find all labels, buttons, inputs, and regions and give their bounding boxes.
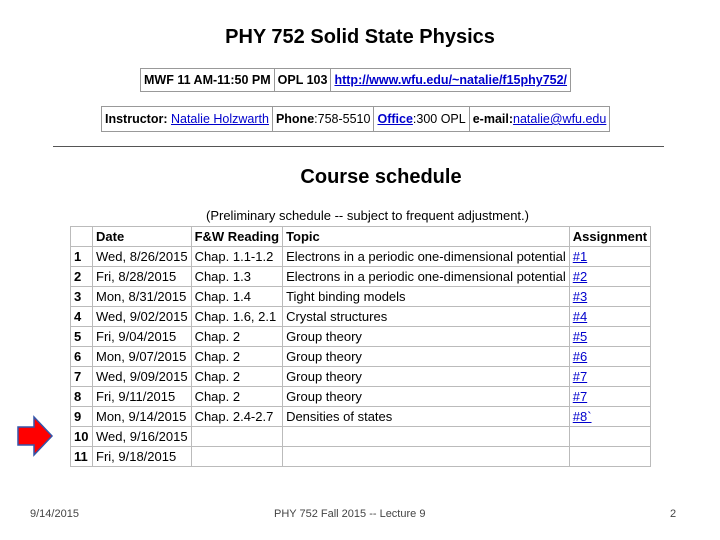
assignment-link[interactable]: #2	[572, 269, 588, 284]
row-topic: Electrons in a periodic one-dimensional potential	[283, 247, 570, 267]
row-date: Mon, 9/14/2015	[93, 407, 192, 427]
row-topic: Group theory	[283, 387, 570, 407]
row-topic: Group theory	[283, 327, 570, 347]
instructor-name-link[interactable]: Natalie Holzwarth	[170, 112, 269, 126]
row-topic	[283, 447, 570, 467]
row-reading: Chap. 2	[191, 327, 283, 347]
row-topic	[283, 427, 570, 447]
header-assignment: Assignment	[569, 227, 650, 247]
header-topic: Topic	[283, 227, 570, 247]
row-date: Fri, 9/18/2015	[93, 447, 192, 467]
row-topic: Electrons in a periodic one-dimensional potential	[283, 267, 570, 287]
header-date: Date	[93, 227, 192, 247]
instructor-table	[101, 106, 610, 132]
row-reading	[191, 447, 283, 467]
row-num: 6	[71, 347, 93, 367]
schedule-header-row	[71, 227, 651, 247]
row-reading: Chap. 1.3	[191, 267, 283, 287]
current-lecture-arrow-icon	[16, 415, 54, 457]
row-num: 3	[71, 287, 93, 307]
table-row	[71, 307, 651, 327]
row-date: Fri, 9/04/2015	[93, 327, 192, 347]
row-date: Mon, 8/31/2015	[93, 287, 192, 307]
row-num: 9	[71, 407, 93, 427]
row-topic: Group theory	[283, 347, 570, 367]
page-title: PHY 752 Solid State Physics	[225, 26, 495, 48]
table-row	[71, 427, 651, 447]
row-reading	[191, 427, 283, 447]
row-date: Mon, 9/07/2015	[93, 347, 192, 367]
table-row	[71, 387, 651, 407]
schedule-title: Course schedule	[300, 166, 462, 188]
row-num: 10	[71, 427, 93, 447]
table-row	[71, 267, 651, 287]
table-row	[71, 287, 651, 307]
header-reading: F&W Reading	[191, 227, 283, 247]
row-date: Wed, 9/16/2015	[93, 427, 192, 447]
assignment-link[interactable]: #8`	[572, 409, 592, 424]
table-row	[71, 447, 651, 467]
row-reading: Chap. 1.4	[191, 287, 283, 307]
course-info-table	[140, 68, 571, 92]
row-num: 7	[71, 367, 93, 387]
assignment-link[interactable]: #7	[572, 369, 588, 384]
row-num: 4	[71, 307, 93, 327]
meeting-room: OPL 103	[274, 69, 331, 92]
divider	[53, 146, 664, 147]
row-date: Fri, 9/11/2015	[93, 387, 192, 407]
meeting-time: MWF 11 AM-11:50 PM	[141, 69, 275, 92]
assignment-link[interactable]: #3	[572, 289, 588, 304]
footer-date: 9/14/2015	[30, 508, 79, 520]
header-num	[71, 227, 93, 247]
row-num: 5	[71, 327, 93, 347]
instructor-label: Instructor:	[105, 112, 168, 126]
email-label: e-mail:	[472, 112, 514, 126]
footer-page-number: 2	[670, 508, 677, 520]
assignment-link[interactable]: #4	[572, 309, 588, 324]
row-num: 1	[71, 247, 93, 267]
row-reading: Chap. 2	[191, 387, 283, 407]
table-row	[71, 247, 651, 267]
footer-title: PHY 752 Fall 2015 -- Lecture 9	[274, 508, 426, 520]
row-date: Fri, 8/28/2015	[93, 267, 192, 287]
row-date: Wed, 9/02/2015	[93, 307, 192, 327]
phone-label: Phone	[275, 112, 315, 126]
schedule-table	[70, 226, 651, 467]
table-row	[71, 407, 651, 427]
phone-value: :758-5510	[314, 112, 371, 126]
table-row	[71, 347, 651, 367]
row-reading: Chap. 1.1-1.2	[191, 247, 283, 267]
course-url-link[interactable]: http://www.wfu.edu/~natalie/f15phy752/	[334, 73, 568, 87]
row-num: 11	[71, 447, 93, 467]
row-num: 2	[71, 267, 93, 287]
assignment-link[interactable]: #5	[572, 329, 588, 344]
office-value: :300 OPL	[412, 112, 466, 126]
row-date: Wed, 9/09/2015	[93, 367, 192, 387]
table-row	[71, 367, 651, 387]
office-link[interactable]: Office	[377, 112, 413, 126]
row-reading: Chap. 2	[191, 367, 283, 387]
row-topic: Crystal structures	[283, 307, 570, 327]
row-reading: Chap. 1.6, 2.1	[191, 307, 283, 327]
row-reading: Chap. 2	[191, 347, 283, 367]
table-row	[71, 327, 651, 347]
schedule-note: (Preliminary schedule -- subject to frequent adjustment.)	[206, 208, 529, 223]
assignment-link[interactable]: #7	[572, 389, 588, 404]
row-topic: Densities of states	[283, 407, 570, 427]
email-link[interactable]: natalie@wfu.edu	[513, 112, 607, 126]
row-reading: Chap. 2.4-2.7	[191, 407, 283, 427]
assignment-link[interactable]: #6	[572, 349, 588, 364]
assignment-link[interactable]: #1	[572, 249, 588, 264]
row-topic: Tight binding models	[283, 287, 570, 307]
row-date: Wed, 8/26/2015	[93, 247, 192, 267]
row-topic: Group theory	[283, 367, 570, 387]
row-num: 8	[71, 387, 93, 407]
